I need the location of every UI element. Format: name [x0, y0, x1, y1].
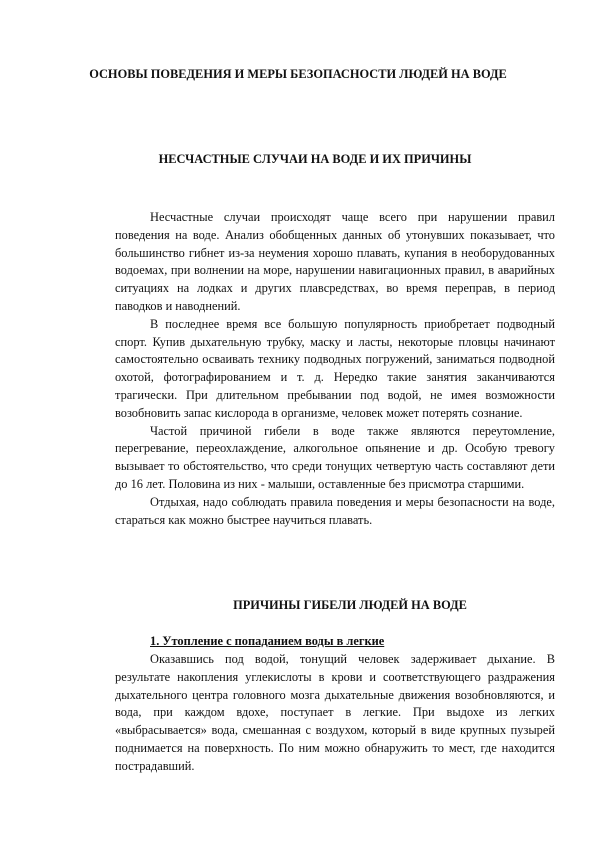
section-body-causes — [115, 651, 555, 776]
section-heading-accidents: НЕСЧАСТНЫЕ СЛУЧАИ НА ВОДЕ И ИХ ПРИЧИНЫ — [158, 152, 472, 166]
paragraph: Отдыхая, надо соблюдать правила поведения и меры безопасности на воде, стараться как можно быстрее научиться плавать. — [115, 494, 555, 527]
document-title: ОСНОВЫ ПОВЕДЕНИЯ И МЕРЫ БЕЗОПАСНОСТИ ЛЮДЕЙ НА ВОДЕ — [89, 67, 507, 81]
paragraph: Несчастные случаи происходят чаще всего при нарушении правил поведения на воде. Анализ обобщенных данных об утонувших показывает, что большинство гибнет из-за неумения хорошо плавать, купания в необорудованных водоемах, при волнении на море, нарушении навигационных правил, в аварийных ситуациях на лодках и других плавсредствах, во время переправ, в период паводков и наводнений. — [115, 210, 555, 313]
paragraph: Оказавшись под водой, тонущий человек задерживает дыхание. В результате накопления углекислоты в крови и соответствующего раздражения дыхательного центра головного мозга дыхательные движения возобновляются, и вода, при каждом вдохе, поступает в легкие. При выдохе из легких «выбрасывается» вода, смешанная с воздухом, который в виде крупных пузырей поднимается на поверхность. По ним можно обнаружить то мест, где находится пострадавший. — [115, 652, 555, 773]
paragraph: В последнее время все большую популярность приобретает подводный спорт. Купив дыхательную трубку, маску и ласты, некоторые пловцы начинают самостоятельно осваивать технику подводных погружений, заниматься подводной охотой, фотографированием и т. д. Нередко такие занятия заканчиваются трагически. При длительном пребывании под водой, не имея возможности возобновить запас кислорода в организме, человек может потерять сознание. — [115, 316, 555, 420]
paragraph: Частой причиной гибели в воде также являются переутомление, перегревание, переохлаждение, алкогольное опьянение и др. Особую тревогу вызывает то обстоятельство, что среди тонущих четвертую часть составляют дети до 16 лет. Половина из них - малыши, оставленные без присмотра старшими. — [115, 423, 555, 491]
section-heading-causes: ПРИЧИНЫ ГИБЕЛИ ЛЮДЕЙ НА ВОДЕ — [233, 598, 467, 612]
subsection-heading-drowning: 1. Утопление с попаданием воды в легкие — [150, 634, 385, 648]
section-body-accidents — [115, 209, 555, 529]
